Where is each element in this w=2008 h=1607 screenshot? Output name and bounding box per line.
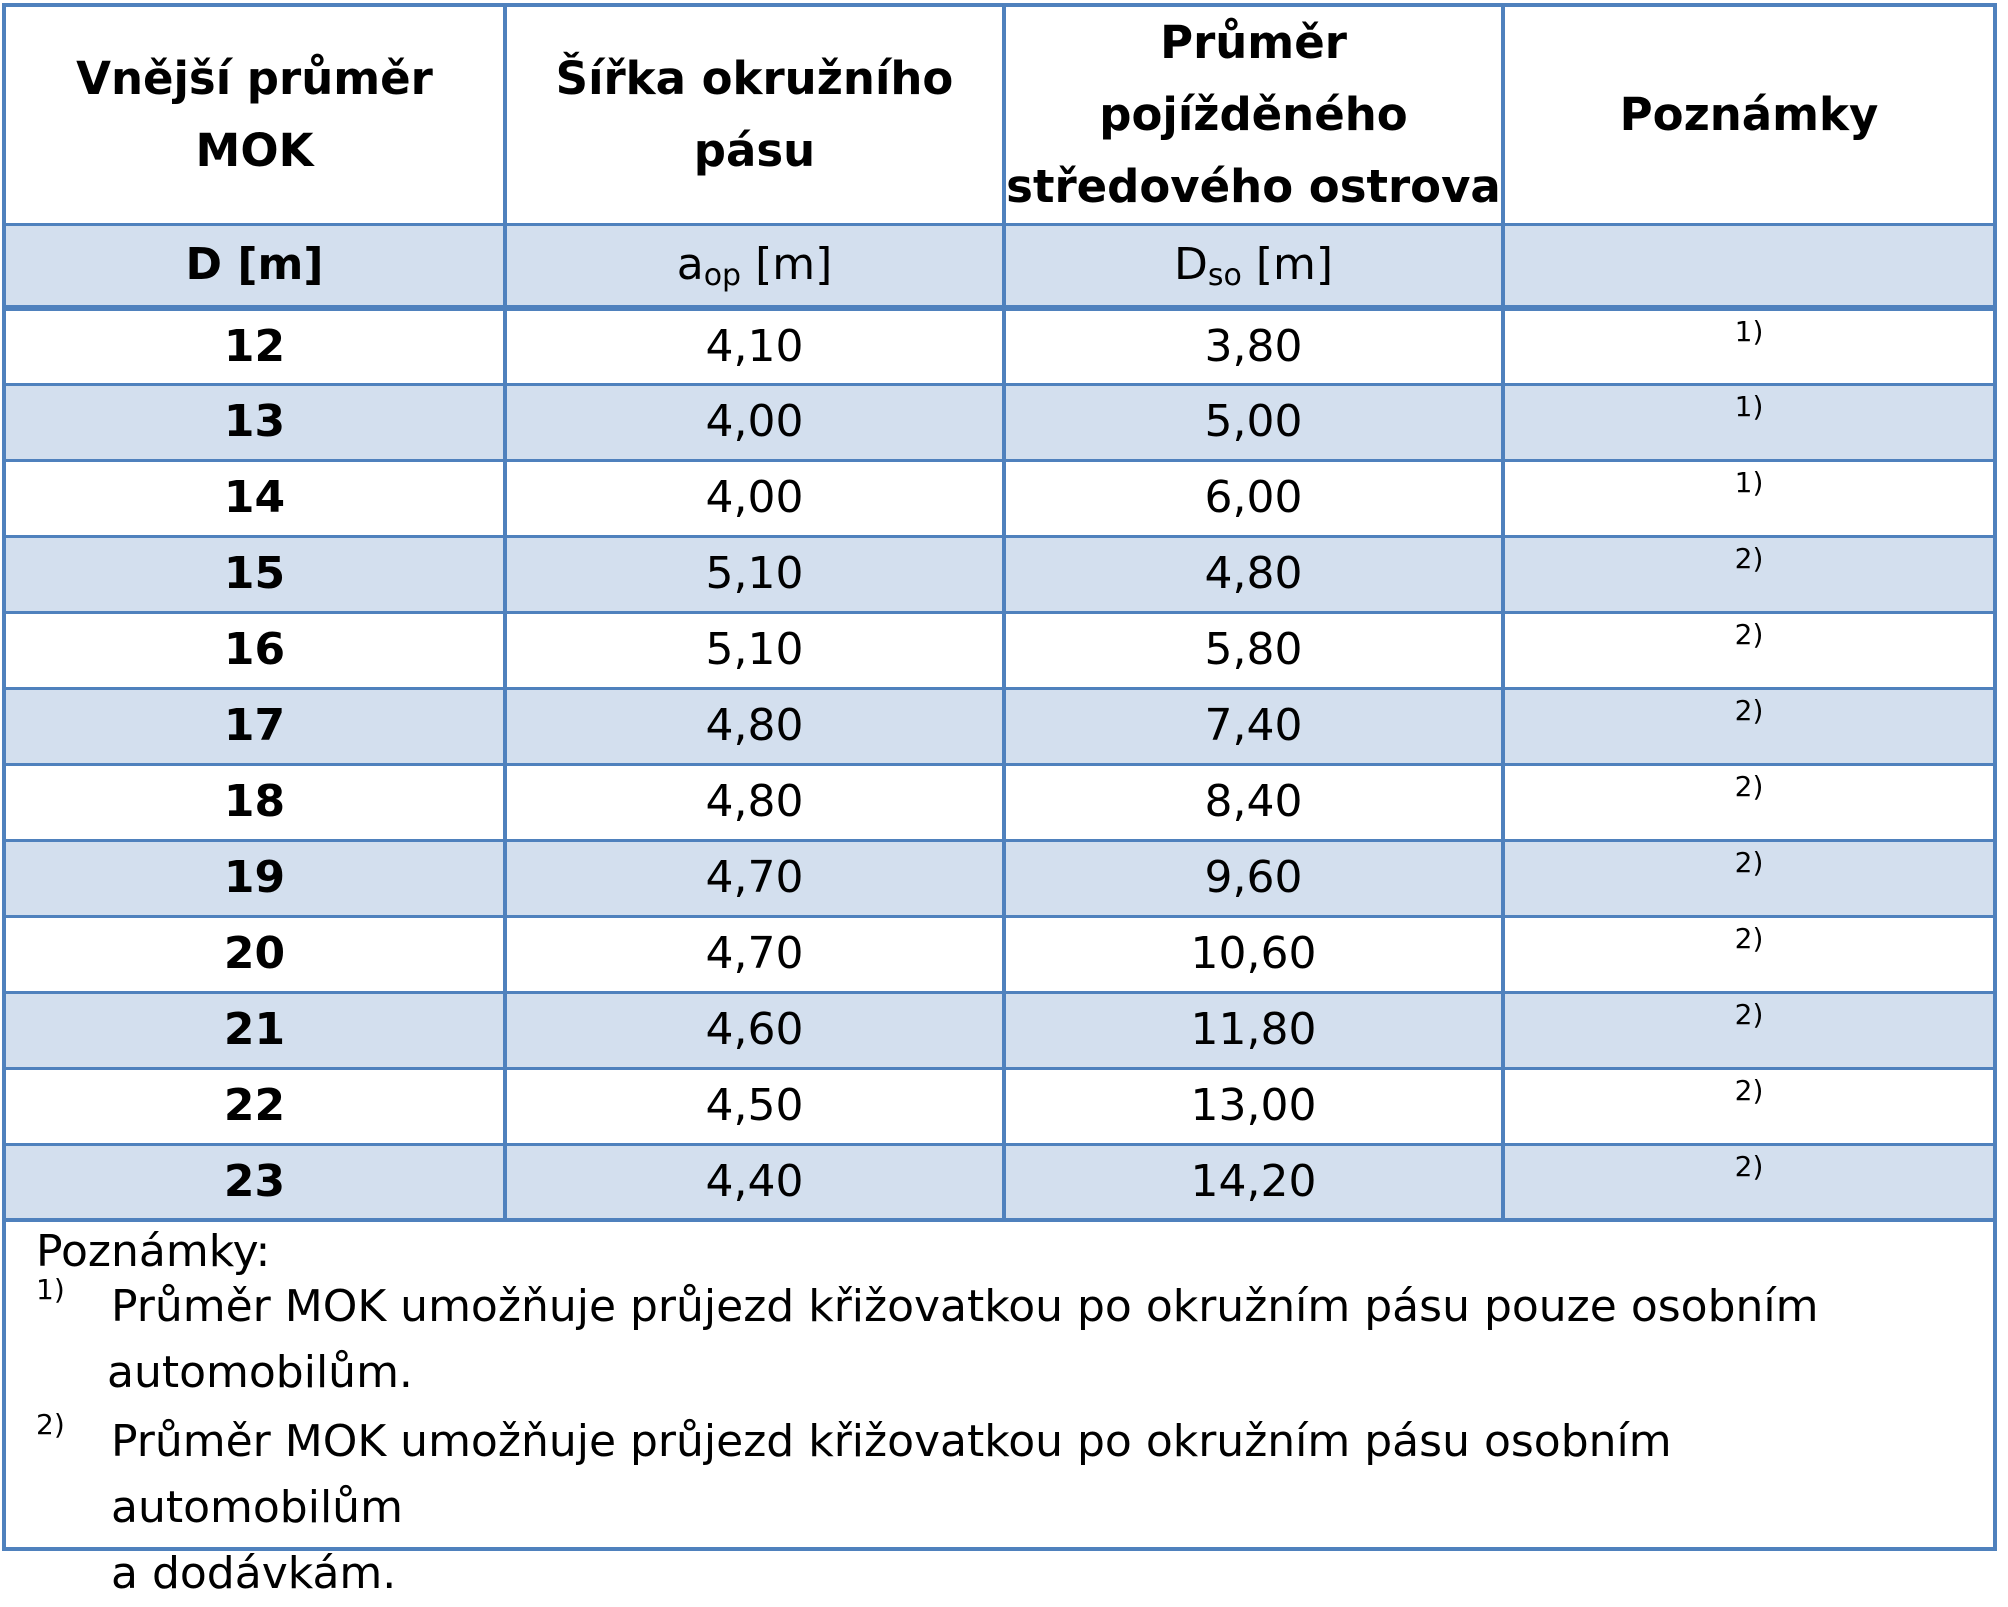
table-frame — [2, 3, 1997, 1599]
cell-note — [1503, 1068, 1993, 1144]
cell-island-diameter: 14,20 — [1004, 1144, 1503, 1220]
header-ring-width-line1: Šířka okružního — [555, 52, 954, 105]
note-reference: 2) — [1734, 1073, 1764, 1107]
note-reference: 2) — [1734, 845, 1764, 879]
cell-ring-width: 4,00 — [505, 384, 1004, 460]
cell-outer-diameter: 19 — [6, 840, 505, 916]
cell-note — [1503, 764, 1993, 840]
cell-outer-diameter: 20 — [6, 916, 505, 992]
cell-outer-diameter: 23 — [6, 1144, 505, 1220]
table-row — [6, 688, 1993, 764]
table-row — [6, 612, 1993, 688]
footnote-1-mark: 1) — [36, 1273, 65, 1306]
note-reference: 1) — [1734, 314, 1764, 348]
header-notes-label: Poznámky — [1619, 88, 1879, 141]
table-row — [6, 1144, 1993, 1220]
footnotes — [6, 1219, 1993, 1599]
cell-note — [1503, 916, 1993, 992]
header-outer-diameter — [6, 7, 505, 225]
unit-aop-sub: op — [703, 258, 742, 294]
cell-note — [1503, 688, 1993, 764]
table-row — [6, 308, 1993, 385]
cell-island-diameter: 9,60 — [1004, 840, 1503, 916]
cell-ring-width: 4,80 — [505, 688, 1004, 764]
note-reference: 2) — [1734, 997, 1764, 1031]
cell-outer-diameter: 12 — [6, 308, 505, 385]
unit-dso-sub: so — [1207, 258, 1242, 294]
unit-aop-base: a — [676, 239, 704, 291]
cell-outer-diameter: 21 — [6, 992, 505, 1068]
cell-island-diameter: 3,80 — [1004, 308, 1503, 385]
cell-outer-diameter: 13 — [6, 384, 505, 460]
table-row — [6, 536, 1993, 612]
cell-note — [1503, 308, 1993, 385]
table-row — [6, 840, 1993, 916]
unit-notes — [1503, 225, 1993, 308]
note-reference: 2) — [1734, 769, 1764, 803]
table-row — [6, 1068, 1993, 1144]
cell-outer-diameter: 15 — [6, 536, 505, 612]
unit-aop-unit: [m] — [741, 239, 833, 291]
cell-outer-diameter: 17 — [6, 688, 505, 764]
header-notes — [1503, 7, 1993, 225]
note-reference: 2) — [1734, 1149, 1764, 1183]
cell-island-diameter: 4,80 — [1004, 536, 1503, 612]
header-island-diameter — [1004, 7, 1503, 225]
cell-note — [1503, 460, 1993, 536]
table-row — [6, 992, 1993, 1068]
cell-island-diameter: 13,00 — [1004, 1068, 1503, 1144]
table-row — [6, 460, 1993, 536]
footnote-1-line2: automobilům. — [107, 1347, 413, 1398]
cell-note — [1503, 840, 1993, 916]
header-ring-width — [505, 7, 1004, 225]
footnote-2-mark: 2) — [36, 1408, 65, 1441]
cell-island-diameter: 10,60 — [1004, 916, 1503, 992]
unit-aop — [505, 225, 1004, 308]
cell-ring-width: 5,10 — [505, 536, 1004, 612]
header-outer-diameter-line1: Vnější průměr — [76, 52, 433, 105]
header-row — [6, 7, 1993, 225]
cell-ring-width: 5,10 — [505, 612, 1004, 688]
cell-outer-diameter: 16 — [6, 612, 505, 688]
cell-ring-width: 4,70 — [505, 916, 1004, 992]
header-island-diameter-line2: pojížděného — [1099, 88, 1408, 141]
cell-island-diameter: 11,80 — [1004, 992, 1503, 1068]
cell-ring-width: 4,00 — [505, 460, 1004, 536]
footnote-2-text — [111, 1409, 1976, 1607]
note-reference: 2) — [1734, 541, 1764, 575]
cell-ring-width: 4,60 — [505, 992, 1004, 1068]
footnote-2-line2: a dodávkám. — [111, 1548, 397, 1599]
cell-island-diameter: 5,80 — [1004, 612, 1503, 688]
footnote-2-line1: Průměr MOK umožňuje průjezd křižovatkou po okružním pásu osobním automobilům — [111, 1416, 1672, 1533]
cell-note — [1503, 536, 1993, 612]
footnote-1-line1: Průměr MOK umožňuje průjezd křižovatkou po okružním pásu pouze osobním — [111, 1281, 1819, 1332]
cell-island-diameter: 6,00 — [1004, 460, 1503, 536]
cell-outer-diameter: 22 — [6, 1068, 505, 1144]
cell-island-diameter: 8,40 — [1004, 764, 1503, 840]
header-outer-diameter-line2: MOK — [195, 124, 314, 177]
unit-dso — [1004, 225, 1503, 308]
cell-note — [1503, 1144, 1993, 1220]
cell-island-diameter: 5,00 — [1004, 384, 1503, 460]
cell-outer-diameter: 14 — [6, 460, 505, 536]
header-ring-width-line2: pásu — [693, 124, 816, 177]
cell-note — [1503, 384, 1993, 460]
cell-note — [1503, 612, 1993, 688]
cell-island-diameter: 7,40 — [1004, 688, 1503, 764]
header-island-diameter-line1: Průměr — [1160, 16, 1347, 69]
roundabout-dimensions-table — [6, 7, 1993, 1222]
unit-dso-base: D — [1173, 239, 1208, 291]
note-reference: 2) — [1734, 693, 1764, 727]
unit-d: D [m] — [6, 225, 505, 308]
footnotes-title: Poznámky: — [36, 1226, 271, 1277]
header-island-diameter-line3: středového ostrova — [1006, 160, 1501, 213]
cell-ring-width: 4,80 — [505, 764, 1004, 840]
note-reference: 2) — [1734, 617, 1764, 651]
footnote-1-text — [107, 1274, 1976, 1406]
unit-dso-unit: [m] — [1241, 239, 1334, 291]
note-reference: 1) — [1734, 465, 1764, 499]
cell-ring-width: 4,70 — [505, 840, 1004, 916]
table-row — [6, 384, 1993, 460]
cell-note — [1503, 992, 1993, 1068]
cell-outer-diameter: 18 — [6, 764, 505, 840]
cell-ring-width: 4,40 — [505, 1144, 1004, 1220]
units-row — [6, 225, 1993, 308]
table-row — [6, 764, 1993, 840]
cell-ring-width: 4,10 — [505, 308, 1004, 385]
note-reference: 1) — [1734, 389, 1764, 423]
table-row — [6, 916, 1993, 992]
cell-ring-width: 4,50 — [505, 1068, 1004, 1144]
note-reference: 2) — [1734, 921, 1764, 955]
